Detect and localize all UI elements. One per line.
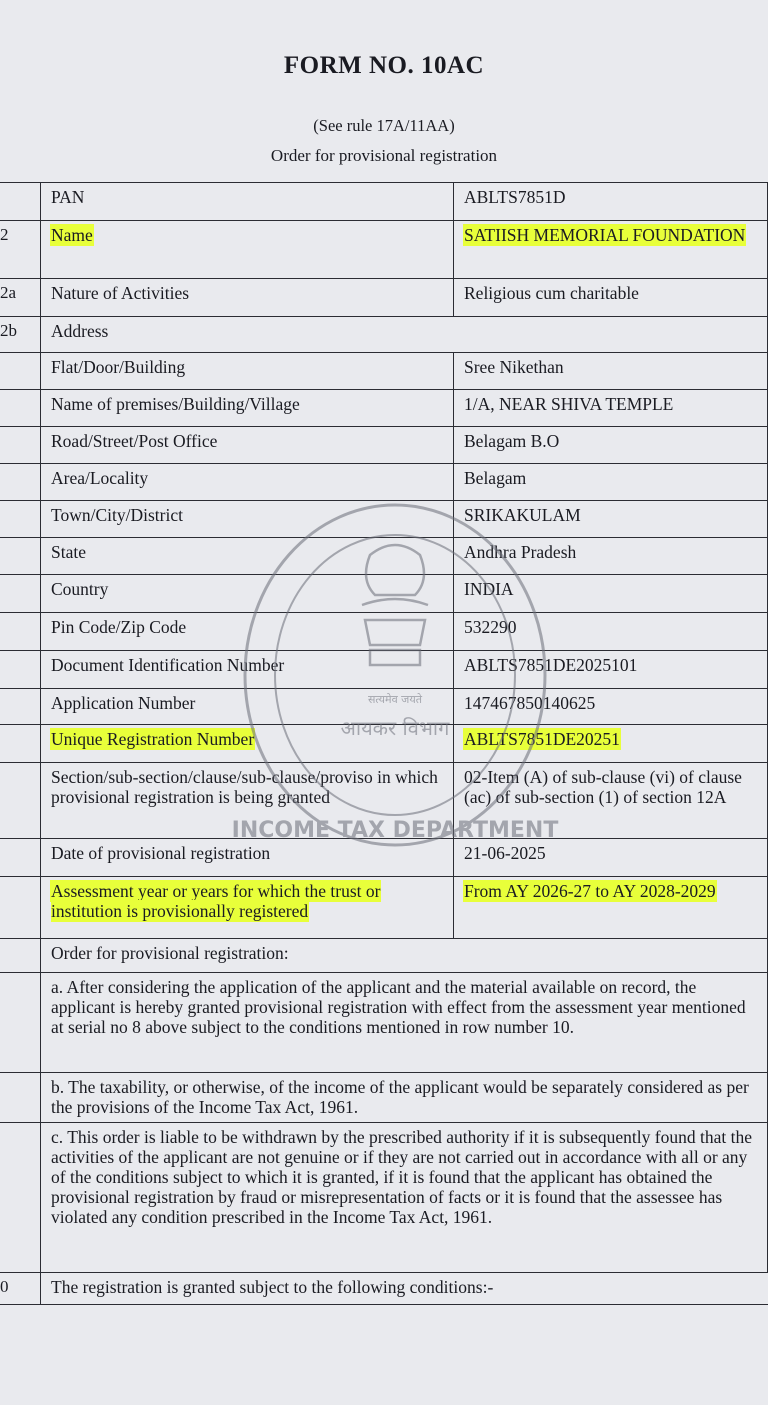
row-number: 2a bbox=[0, 279, 41, 317]
row-pan bbox=[0, 183, 768, 221]
row-label: Nature of Activities bbox=[41, 279, 454, 317]
row-value: 21-06-2025 bbox=[454, 839, 768, 877]
row-value: Belagam B.O bbox=[454, 427, 768, 464]
highlighted-label: Name bbox=[51, 225, 93, 245]
order-clause-c: c. This order is liable to be withdrawn by the prescribed authority if it is subsequently found that the activities of the applicant are not genuine or if they are not carried out in accordance with all or any of the conditions subject to which it is granted, if it is found that the applicant has obtained the provisional registration by fraud or misrepresentation of facts or it is found that the assessee has violated any condition prescribed in the Income Tax Act, 1961. bbox=[41, 1123, 768, 1273]
row-section bbox=[0, 763, 768, 839]
row-number bbox=[0, 613, 41, 651]
row-area-locality bbox=[0, 464, 768, 501]
row-value: SRIKAKULAM bbox=[454, 501, 768, 538]
row-number bbox=[0, 877, 41, 939]
row-number bbox=[0, 651, 41, 689]
order-clause-b: b. The taxability, or otherwise, of the income of the applicant would be separately considered as per the provisions of the Income Tax Act, 1961. bbox=[41, 1073, 768, 1123]
row-label bbox=[41, 877, 454, 939]
form-rule-reference: (See rule 17A/11AA) bbox=[313, 116, 455, 135]
row-order-clause-a bbox=[0, 973, 768, 1073]
form-title: FORM NO. 10AC bbox=[283, 52, 485, 79]
row-unique-registration-number bbox=[0, 725, 768, 763]
highlighted-value: SATIISH MEMORIAL FOUNDATION bbox=[464, 225, 746, 245]
row-label: Flat/Door/Building bbox=[41, 353, 454, 390]
row-label: PAN bbox=[41, 183, 454, 221]
row-value: ABLTS7851D bbox=[454, 183, 768, 221]
row-number bbox=[0, 538, 41, 575]
row-value: Belagam bbox=[454, 464, 768, 501]
row-number bbox=[0, 353, 41, 390]
highlighted-value: From AY 2026-27 to AY 2028-2029 bbox=[464, 881, 716, 901]
highlighted-value: ABLTS7851DE20251 bbox=[464, 729, 620, 749]
highlighted-label: Unique Registration Number bbox=[51, 729, 255, 749]
row-order-clause-b bbox=[0, 1073, 768, 1123]
row-flat-door bbox=[0, 353, 768, 390]
row-number bbox=[0, 939, 41, 973]
order-clause-a: a. After considering the application of the applicant and the material available on record, the applicant is hereby granted provisional registration with effect from the assessment year mentioned at serial no 8 above subject to the conditions mentioned in row number 10. bbox=[41, 973, 768, 1073]
row-name bbox=[0, 221, 768, 279]
row-label bbox=[41, 221, 454, 279]
row-label: Document Identification Number bbox=[41, 651, 454, 689]
row-value: 1/A, NEAR SHIVA TEMPLE bbox=[454, 390, 768, 427]
row-label: Town/City/District bbox=[41, 501, 454, 538]
row-country bbox=[0, 575, 768, 613]
row-nature-of-activities bbox=[0, 279, 768, 317]
row-label: Name of premises/Building/Village bbox=[41, 390, 454, 427]
row-value bbox=[454, 725, 768, 763]
row-number: 2b bbox=[0, 317, 41, 353]
row-value: INDIA bbox=[454, 575, 768, 613]
row-number bbox=[0, 763, 41, 839]
row-label: Application Number bbox=[41, 689, 454, 725]
registration-table bbox=[0, 182, 768, 1305]
row-value: Sree Nikethan bbox=[454, 353, 768, 390]
row-number: 0 bbox=[0, 1273, 41, 1305]
row-address bbox=[0, 317, 768, 353]
row-number bbox=[0, 839, 41, 877]
row-value: 532290 bbox=[454, 613, 768, 651]
form-subtitle: Order for provisional registration bbox=[270, 146, 498, 165]
row-pin-code bbox=[0, 613, 768, 651]
row-label: Section/sub-section/clause/sub-clause/proviso in which provisional registration is being granted bbox=[41, 763, 454, 839]
row-document-id bbox=[0, 651, 768, 689]
row-conditions bbox=[0, 1273, 768, 1305]
row-number bbox=[0, 689, 41, 725]
seal-motto: सत्यमेव जयते bbox=[367, 693, 423, 706]
row-value: 02-Item (A) of sub-clause (vi) of clause (ac) of sub-section (1) of section 12A bbox=[454, 763, 768, 839]
row-road-street bbox=[0, 427, 768, 464]
row-town-city bbox=[0, 501, 768, 538]
row-value: 147467850140625 bbox=[454, 689, 768, 725]
row-number bbox=[0, 183, 41, 221]
row-number bbox=[0, 575, 41, 613]
row-label bbox=[41, 725, 454, 763]
row-date-of-registration bbox=[0, 839, 768, 877]
row-number bbox=[0, 464, 41, 501]
row-label: Date of provisional registration bbox=[41, 839, 454, 877]
row-application-number bbox=[0, 689, 768, 725]
row-number bbox=[0, 1123, 41, 1273]
seal-hindi-text: आयकर विभाग bbox=[340, 716, 450, 740]
order-heading: Order for provisional registration: bbox=[41, 939, 768, 973]
row-order-clause-c bbox=[0, 1123, 768, 1273]
row-state bbox=[0, 538, 768, 575]
row-number bbox=[0, 725, 41, 763]
row-number bbox=[0, 1073, 41, 1123]
row-number: 2 bbox=[0, 221, 41, 279]
seal-department-text: INCOME TAX DEPARTMENT bbox=[231, 818, 559, 843]
row-assessment-year bbox=[0, 877, 768, 939]
row-label: Pin Code/Zip Code bbox=[41, 613, 454, 651]
conditions-text: The registration is granted subject to the following conditions:- bbox=[41, 1273, 768, 1305]
row-label: Road/Street/Post Office bbox=[41, 427, 454, 464]
row-label: Country bbox=[41, 575, 454, 613]
row-number bbox=[0, 973, 41, 1073]
row-value bbox=[454, 221, 768, 279]
row-value: ABLTS7851DE2025101 bbox=[454, 651, 768, 689]
highlighted-label: Assessment year or years for which the trust or institution is provisionally registered bbox=[51, 881, 381, 921]
row-order-heading bbox=[0, 939, 768, 973]
row-number bbox=[0, 501, 41, 538]
row-number bbox=[0, 427, 41, 464]
row-value: Andhra Pradesh bbox=[454, 538, 768, 575]
row-label: Area/Locality bbox=[41, 464, 454, 501]
row-value bbox=[454, 877, 768, 939]
row-number bbox=[0, 390, 41, 427]
row-premises bbox=[0, 390, 768, 427]
row-label: Address bbox=[41, 317, 768, 353]
row-value: Religious cum charitable bbox=[454, 279, 768, 317]
row-label: State bbox=[41, 538, 454, 575]
